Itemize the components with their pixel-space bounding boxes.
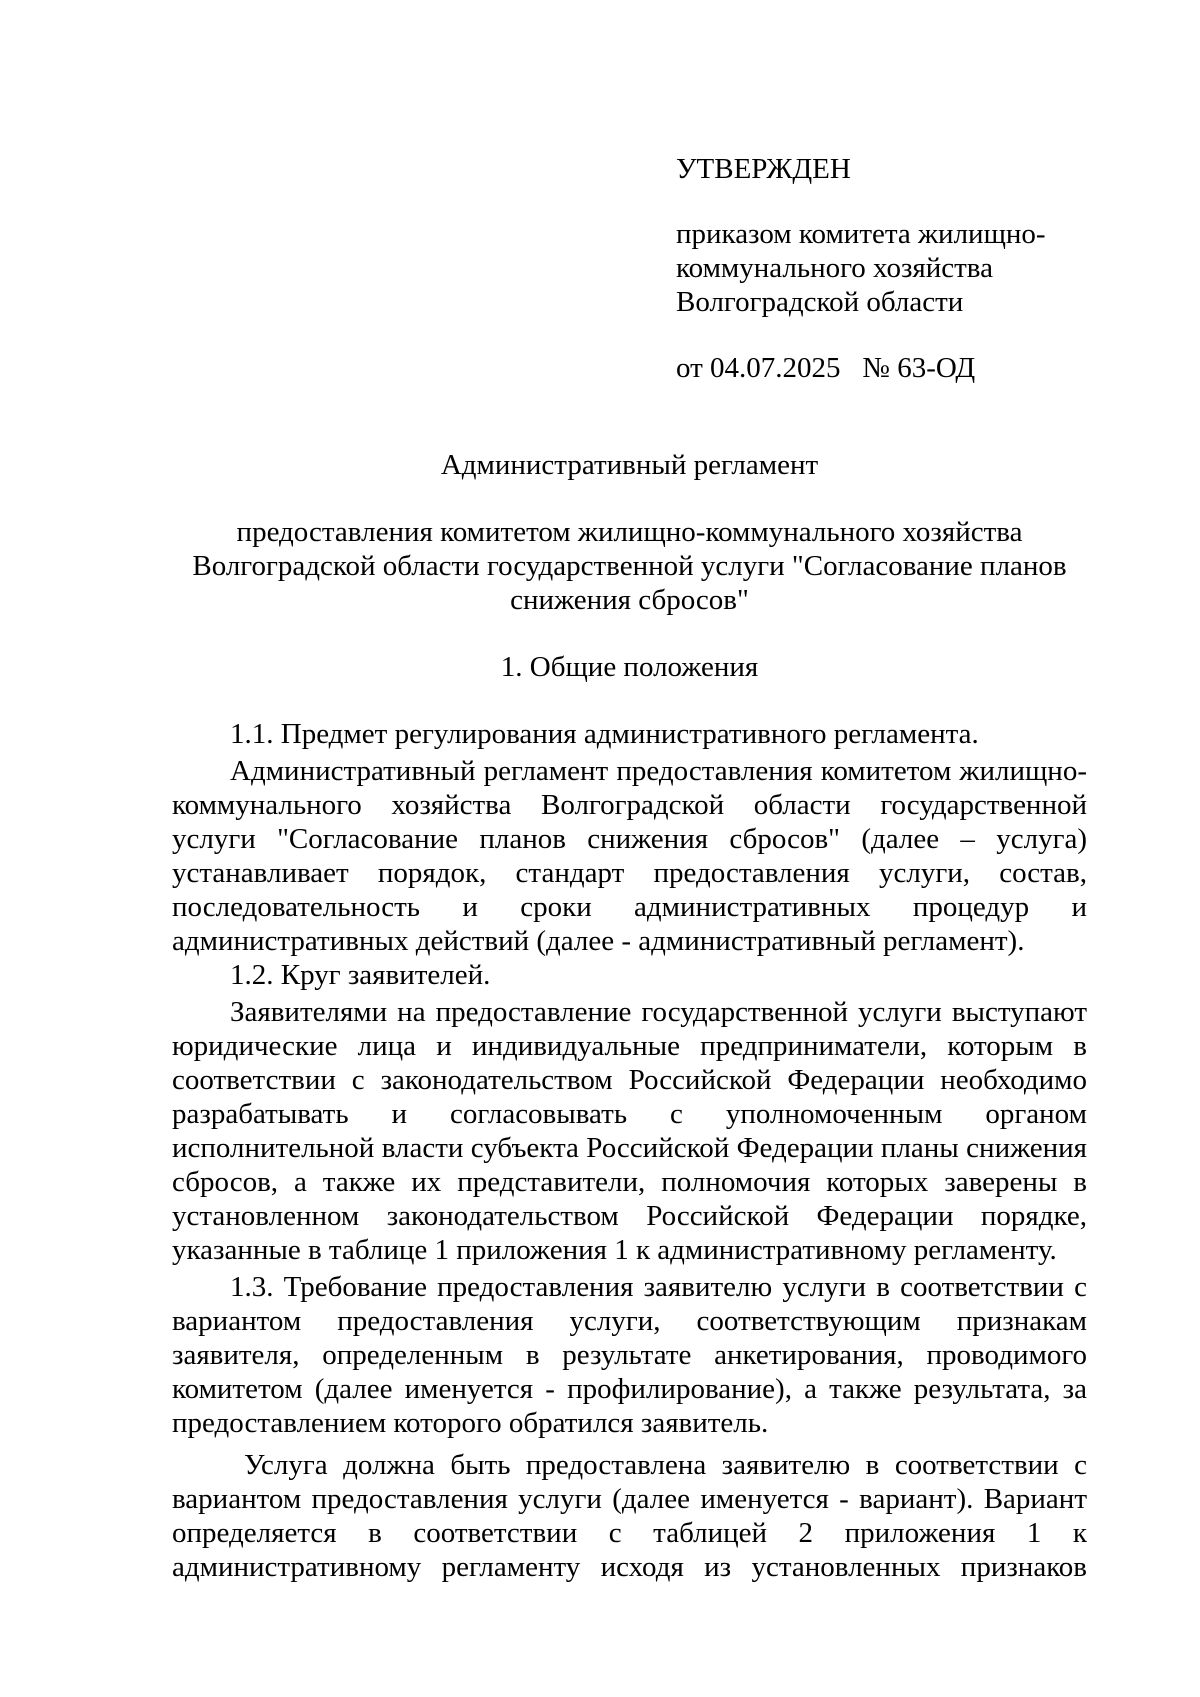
approving-order-text: приказом комитета жилищно-коммунального хозяйства Волгоградской области (676, 218, 1046, 318)
paragraph-service-variant: Услуга должна быть предоставлена заявителю в соответствии с вариантом предоставления услуги (далее именуется - вариант). Вариант определяется в соответствии с таблицей 2 приложения 1 к административному регламенту исходя из установленных признаков (172, 1449, 1087, 1583)
paragraph-1-2-heading: 1.2. Круг заявителей. (230, 959, 491, 991)
section-heading: 1. Общие положения (500, 651, 759, 683)
approved-heading: УТВЕРЖДЕН (676, 153, 851, 185)
document-subtitle: предоставления комитетом жилищно-коммунального хозяйства Волгоградской области государственной услуги "Согласование планов снижения сбросов" (192, 516, 1067, 616)
paragraph-1-3-requirement: 1.3. Требование предоставления заявителю услуги в соответствии с вариантом предоставления услуги, соответствующим признакам заявителя, определенным в результате анкетирования, проводимого комитетом (далее именуется - профилирование), а также результата, за предоставлением которого обратился заявитель. (172, 1271, 1087, 1439)
paragraph-applicants: Заявителями на предоставление государственной услуги выступают юридические лица и индивидуальные предприниматели, которым в соответствии с законодательством Российской Федерации необходимо разрабатывать и согласовывать с уполномоченным органом исполнительной власти субъекта Российской Федерации планы снижения сбросов, а также их представители, полномочия которых заверены в установленном законодательством Российской Федерации порядке, указанные в таблице 1 приложения 1 к административному регламенту. (172, 996, 1087, 1266)
document-title: Административный регламент (440, 449, 819, 481)
document-body (172, 448, 1087, 1584)
approval-stamp-block (676, 152, 1146, 385)
order-date-number: от 04.07.2025 № 63-ОД (676, 352, 976, 384)
paragraph-regulation-subject: Административный регламент предоставления комитетом жилищно-коммунального хозяйства Волгоградской области государственной услуги "Согласование планов снижения сбросов" (далее – услуга) устанавливает порядок, стандарт предоставления услуги, состав, последовательность и сроки административных процедур и административных действий (далее - административный регламент). (172, 755, 1087, 957)
paragraph-1-1-heading: 1.1. Предмет регулирования административного регламента. (230, 718, 979, 750)
